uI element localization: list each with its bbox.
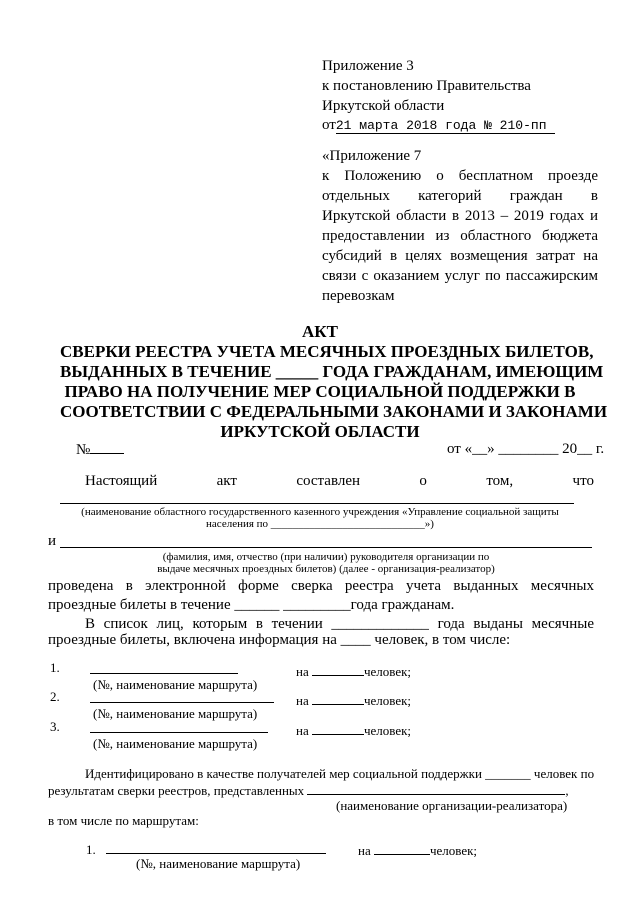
appendix-date-prefix: от <box>322 117 336 133</box>
caption-org-2: населения по ____________________________») <box>206 518 434 530</box>
appendix7-line: связи с оказанием услуг по пассажирским <box>322 268 598 284</box>
route-number: 1. <box>50 660 60 675</box>
route-count-blank <box>312 692 364 705</box>
appendix7-line: перевозкам <box>322 288 395 304</box>
route-caption: (№, наименование маршрута) <box>136 856 301 871</box>
intro-line <box>85 473 594 490</box>
appendix-date-value: 21 марта 2018 года № 210-пп <box>336 118 555 134</box>
intro-word: акт <box>216 473 237 489</box>
route-number: 1. <box>86 842 96 857</box>
para2-line1: В список лиц, которым в течении _____________ года выданы месячные <box>85 616 594 632</box>
caption-head-1: (фамилия, имя, отчество (при наличии) руководителя организации по <box>162 551 490 563</box>
act-title-line: СООТВЕТСТВИИ С ФЕДЕРАЛЬНЫМИ ЗАКОНАМИ И ЗАКОНАМИ <box>60 402 608 421</box>
route-count-blank <box>374 842 430 855</box>
by-routes-label: в том числе по маршрутам: <box>48 813 199 828</box>
appendix7-line: «Приложение 7 <box>322 148 422 164</box>
route-people: человек; <box>363 693 412 708</box>
route-count-blank <box>312 663 364 676</box>
act-date: от «__» ________ 20__ г. <box>447 441 605 457</box>
identified-prefix: результатам сверки реестров, представленных <box>48 783 305 798</box>
appendix7-line: Иркутской области в 2013 – 2019 годах и <box>322 208 598 224</box>
route-caption: (№, наименование маршрута) <box>93 677 258 692</box>
identified-line2 <box>48 782 569 798</box>
intro-word: том, <box>486 473 514 489</box>
para1-line2: проездные билеты в течение ______ _________года гражданам. <box>48 597 455 613</box>
act-number <box>76 441 124 459</box>
route-na: на <box>296 723 309 738</box>
act-title: АКТ <box>302 322 338 341</box>
intro-word: что <box>572 473 594 489</box>
caption-org-realizer: (наименование организации-реализатора) <box>336 798 568 813</box>
appendix7-line: субсидий в целях возмещения затрат на <box>322 248 598 264</box>
intro-word: Настоящий <box>85 473 158 489</box>
route-name-line <box>90 702 274 703</box>
route-na: на <box>358 843 371 858</box>
intro-word: о <box>419 473 427 489</box>
route-name-line <box>90 732 268 733</box>
appendix7-line: предоставлении из областного бюджета <box>322 228 598 244</box>
act-title-line: ВЫДАННЫХ В ТЕЧЕНИЕ _____ ГОДА ГРАЖДАНАМ, ИМЕЮЩИМ <box>60 362 604 381</box>
number-blank <box>90 441 124 454</box>
org-name-line <box>60 503 574 504</box>
number-label: № <box>76 442 91 458</box>
appendix7-line: к Положению о бесплатном проезде <box>322 168 598 184</box>
appendix7-block <box>322 148 598 308</box>
act-title-line: СВЕРКИ РЕЕСТРА УЧЕТА МЕСЯЧНЫХ ПРОЕЗДНЫХ БИЛЕТОВ, <box>60 342 594 361</box>
identified-line1: Идентифицировано в качестве получателей мер социальной поддержки _______ человек по <box>85 766 595 781</box>
route-caption: (№, наименование маршрута) <box>93 736 258 751</box>
route-count <box>296 692 411 708</box>
para1-line1: проведена в электронной форме сверка реестра учета выданных месячных <box>48 578 594 594</box>
para2-line2: проездные билеты, включена информация на ____ человек, в том числе: <box>48 632 511 648</box>
appendix-line-3: Иркутской области <box>322 98 445 114</box>
route-count <box>296 722 411 738</box>
head-name-line <box>60 547 592 548</box>
route-count-blank <box>312 722 364 735</box>
intro-word: составлен <box>296 473 360 489</box>
route-name-line <box>106 853 326 854</box>
route-number: 3. <box>50 719 60 734</box>
and-label: и <box>48 533 57 549</box>
route-na: на <box>296 693 309 708</box>
route-people: человек; <box>363 664 412 679</box>
appendix-date <box>322 116 555 134</box>
caption-org-1: (наименование областного государственного казенного учреждения «Управление социальной защиты <box>81 506 559 518</box>
appendix-line-2: к постановлению Правительства <box>322 78 531 94</box>
route-people: человек; <box>363 723 412 738</box>
appendix-line-1: Приложение 3 <box>322 58 414 74</box>
route-count <box>296 663 411 679</box>
act-title-line: ИРКУТСКОЙ ОБЛАСТИ <box>220 422 420 441</box>
route-count <box>358 842 477 858</box>
route-name-line <box>90 673 238 674</box>
route-people: человек; <box>429 843 478 858</box>
act-title-line: ПРАВО НА ПОЛУЧЕНИЕ МЕР СОЦИАЛЬНОЙ ПОДДЕРЖКИ В <box>64 382 576 401</box>
route-na: на <box>296 664 309 679</box>
organization-blank <box>307 782 565 795</box>
route-caption: (№, наименование маршрута) <box>93 706 258 721</box>
caption-head-2: выдаче месячных проездных билетов) (далее - организация-реализатор) <box>157 563 495 575</box>
identified-suffix: , <box>565 783 569 798</box>
route-number: 2. <box>50 689 60 704</box>
appendix7-line: отдельных категорий граждан в <box>322 188 598 204</box>
